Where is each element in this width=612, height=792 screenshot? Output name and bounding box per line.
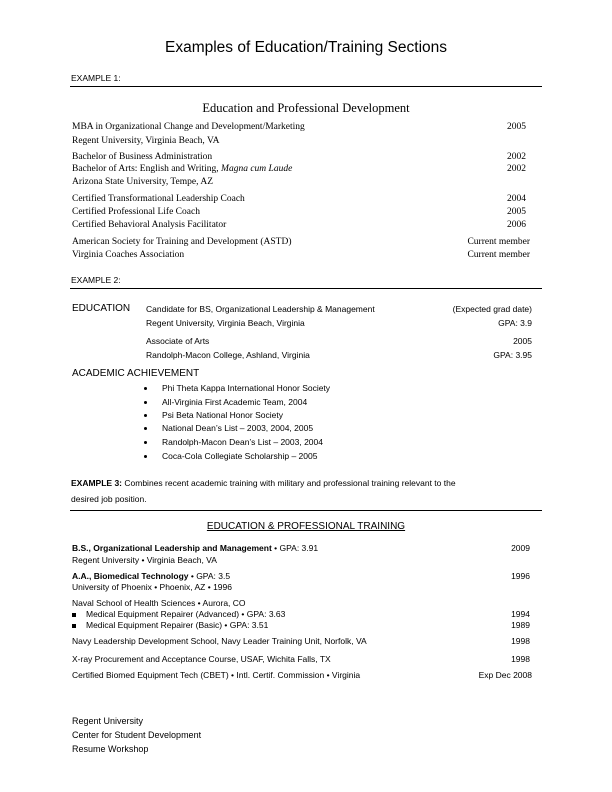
degree-school: Randolph-Macon College, Ashland, Virginia: [146, 350, 310, 360]
list-item: Psi Beta National Honor Society: [148, 410, 283, 420]
degree-date: 2005: [513, 336, 532, 346]
bullet-icon: [144, 455, 147, 458]
list-item: Coca-Cola Collegiate Scholarship – 2005: [148, 451, 317, 461]
degree-school: Regent University, Virginia Beach, Virginia: [146, 318, 305, 328]
training-date: 1998: [511, 654, 530, 664]
example-1-heading: Education and Professional Development: [202, 101, 410, 115]
bullet-icon: [144, 427, 147, 430]
degree-gpa: GPA: 3.95: [493, 350, 532, 360]
entry-date: 2002: [507, 152, 526, 162]
entry-date: 2006: [507, 220, 526, 230]
degree-title: Candidate for BS, Organizational Leadership & Management: [146, 304, 375, 314]
page-title: Examples of Education/Training Sections: [164, 39, 448, 56]
bullet-icon: [144, 414, 147, 417]
list-item: Phi Theta Kappa International Honor Society: [148, 383, 330, 393]
bullet-icon: [144, 387, 147, 390]
training-course: X-ray Procurement and Acceptance Course, USAF, Wichita Falls, TX: [72, 654, 331, 664]
degree-title: Associate of Arts: [146, 336, 210, 346]
training-school: Naval School of Health Sciences • Aurora, CO: [72, 598, 246, 608]
footer-line: Regent University: [72, 716, 144, 726]
entry-title: American Society for Training and Development (ASTD): [72, 237, 292, 247]
entry-title: MBA in Organizational Change and Development/Marketing: [72, 122, 305, 132]
entry-title: Virginia Coaches Association: [72, 250, 185, 260]
entry-date: Current member: [467, 250, 530, 260]
training-course: Medical Equipment Repairer (Advanced) • GPA: 3.63: [72, 609, 285, 619]
training-school: Regent University • Virginia Beach, VA: [72, 555, 217, 565]
footer-line: Center for Student Development: [72, 730, 202, 740]
entry-date: 2004: [507, 194, 526, 204]
training-course: Certified Biomed Equipment Tech (CBET) • Intl. Certif. Commission • Virginia: [72, 670, 361, 680]
list-item: All-Virginia First Academic Team, 2004: [148, 397, 307, 407]
training-date: Exp Dec 2008: [478, 670, 532, 680]
entry-title: Certified Behavioral Analysis Facilitator: [72, 220, 227, 230]
education-heading: EDUCATION: [72, 303, 131, 314]
example-1-label: EXAMPLE 1:: [71, 73, 121, 83]
training-date: 1994: [511, 609, 530, 619]
training-date: 2009: [511, 543, 530, 553]
divider: [70, 288, 542, 289]
entry-date: 2005: [507, 122, 526, 132]
achievement-heading: ACADEMIC ACHIEVEMENT: [72, 368, 200, 379]
entry-school: Arizona State University, Tempe, AZ: [72, 177, 214, 187]
training-course: Navy Leadership Development School, Navy Leader Training Unit, Norfolk, VA: [72, 636, 367, 646]
entry-date: 2005: [507, 207, 526, 217]
entry-school: Regent University, Virginia Beach, VA: [72, 136, 220, 146]
entry-title: Certified Transformational Leadership Coach: [72, 194, 245, 204]
training-school: University of Phoenix • Phoenix, AZ • 1996: [72, 582, 232, 592]
bullet-icon: [144, 441, 147, 444]
bullet-icon: [144, 401, 147, 404]
list-item: National Dean’s List – 2003, 2004, 2005: [148, 423, 313, 433]
training-date: 1989: [511, 620, 530, 630]
degree-date: (Expected grad date): [452, 304, 532, 314]
example-3-description: EXAMPLE 3: Combines recent academic training with military and professional training relevant to the: [71, 478, 456, 488]
divider: [70, 86, 542, 87]
training-course: Medical Equipment Repairer (Basic) • GPA: 3.51: [72, 620, 268, 630]
entry-date: 2002: [507, 164, 526, 174]
training-date: 1998: [511, 636, 530, 646]
training-title: B.S., Organizational Leadership and Management • GPA: 3.91: [72, 543, 319, 553]
entry-date: Current member: [467, 237, 530, 247]
training-date: 1996: [511, 571, 530, 581]
training-title: A.A., Biomedical Technology • GPA: 3.5: [72, 571, 231, 581]
divider: [70, 510, 542, 511]
example-3-heading: EDUCATION & PROFESSIONAL TRAINING: [206, 521, 406, 532]
bullet-icon: [72, 613, 76, 617]
degree-gpa: GPA: 3.9: [498, 318, 532, 328]
bullet-icon: [72, 624, 76, 628]
footer-line: Resume Workshop: [72, 744, 149, 754]
list-item: Randolph-Macon Dean’s List – 2003, 2004: [148, 437, 323, 447]
entry-title: Bachelor of Arts: English and Writing, Magna cum Laude: [72, 164, 293, 174]
entry-title: Certified Professional Life Coach: [72, 207, 200, 217]
entry-title: Bachelor of Business Administration: [72, 152, 213, 162]
example-2-label: EXAMPLE 2:: [71, 275, 121, 285]
example-3-description-cont: desired job position.: [71, 494, 147, 504]
